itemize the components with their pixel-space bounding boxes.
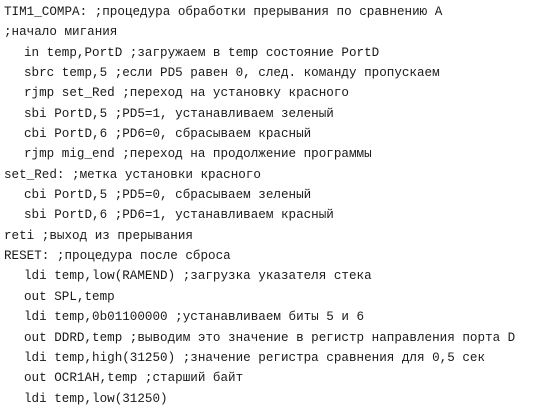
code-line: out OCR1AH,temp ;старший байт xyxy=(24,371,244,386)
code-line: RESET: ;процедура после сброса xyxy=(4,249,231,264)
code-line: cbi PortD,5 ;PD5=0, сбрасываем зеленый xyxy=(24,188,312,203)
code-line: ldi temp,0b01100000 ;устанавливаем биты 5 и 6 xyxy=(24,310,365,325)
code-line: ldi temp,low(31250) xyxy=(24,391,168,406)
code-line: sbrc temp,5 ;если PD5 равен 0, след. команду пропускаем xyxy=(24,66,440,81)
code-listing xyxy=(4,2,550,409)
code-line: ;начало мигания xyxy=(4,25,118,40)
code-line: TIM1_COMPA: ;процедура обработки прерывания по сравнению A xyxy=(4,5,443,19)
code-line: set_Red: ;метка установки красного xyxy=(4,167,261,182)
code-line: sbi PortD,6 ;PD6=1, устанавливаем красный xyxy=(24,208,334,223)
code-line: rjmp set_Red ;переход на установку красного xyxy=(24,86,349,101)
code-line: ldi temp,low(RAMEND) ;загрузка указателя стека xyxy=(24,269,372,284)
code-line: ldi temp,high(31250) ;значение регистра сравнения для 0,5 сек xyxy=(24,350,486,365)
code-line: rjmp mig_end ;переход на продолжение программы xyxy=(24,147,372,162)
code-line: out SPL,temp xyxy=(24,289,115,304)
code-line: out DDRD,temp ;выводим это значение в регистр направления порта D xyxy=(24,330,516,345)
code-line: in temp,PortD ;загружаем в temp состояние PortD xyxy=(24,45,380,60)
code-line: reti ;выход из прерывания xyxy=(4,228,193,243)
code-line: cbi PortD,6 ;PD6=0, сбрасываем красный xyxy=(24,127,312,142)
code-line: sbi PortD,5 ;PD5=1, устанавливаем зеленый xyxy=(24,106,334,121)
